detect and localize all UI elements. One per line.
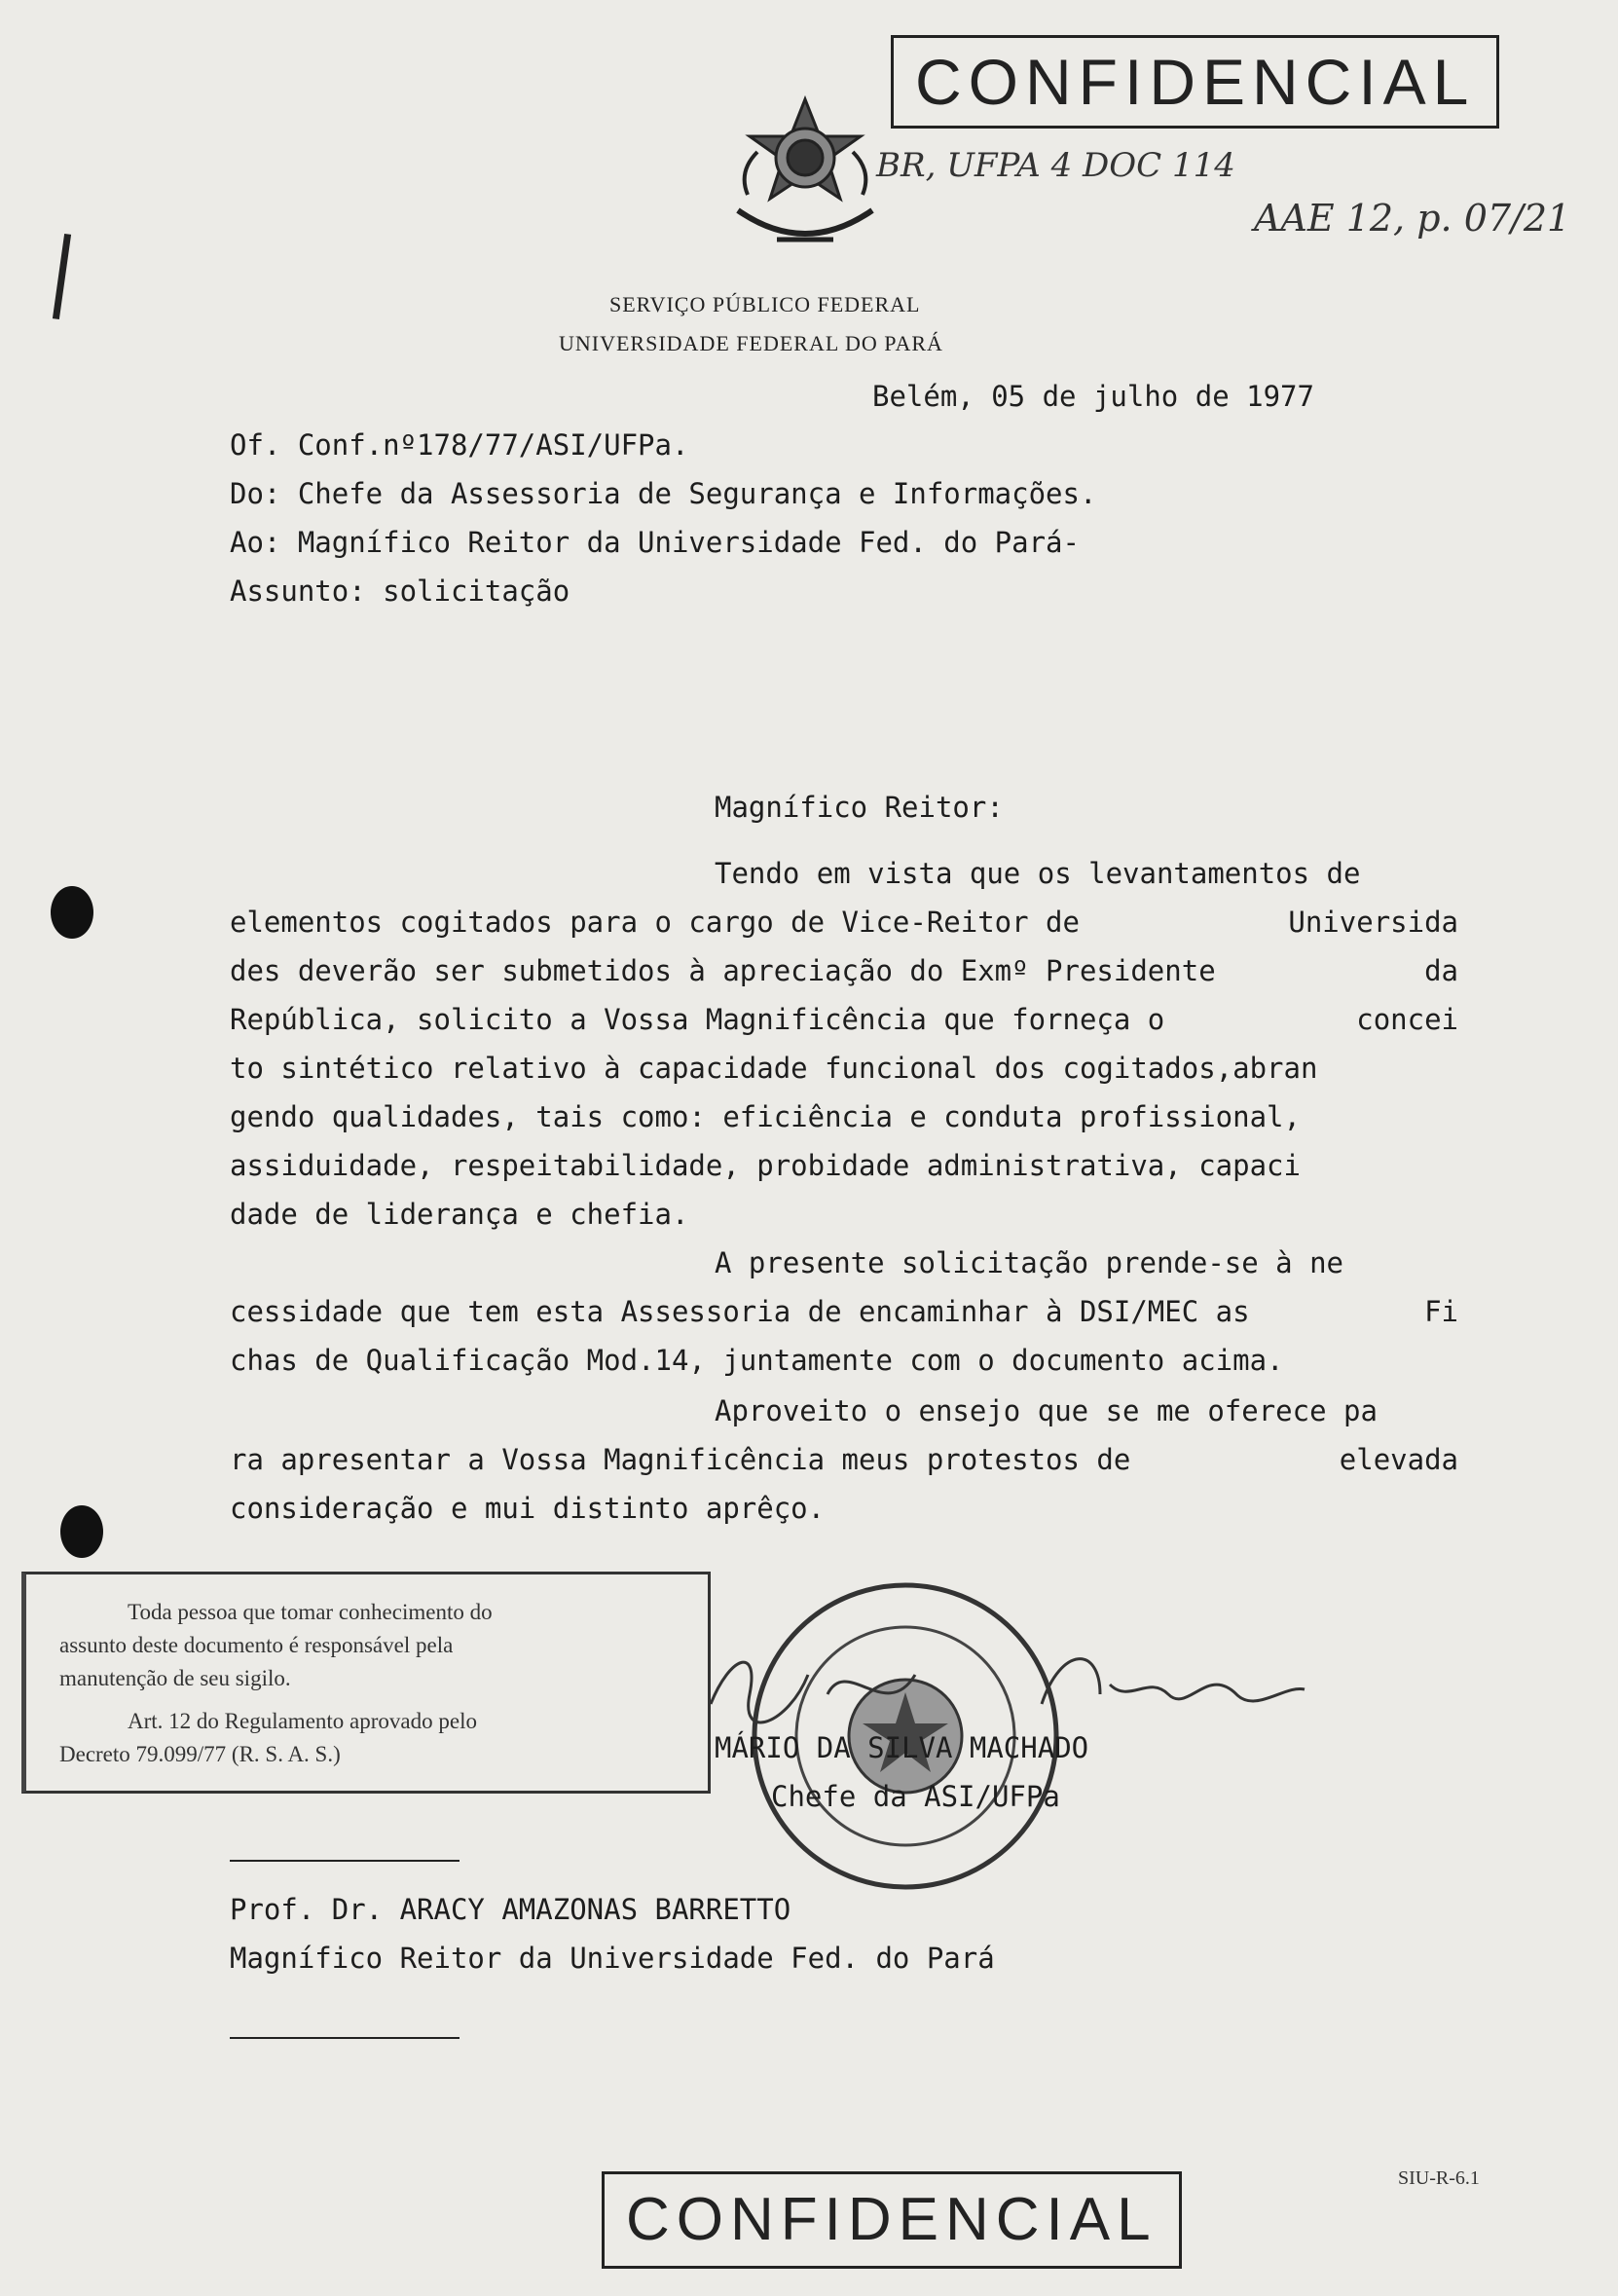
notice-line: Toda pessoa que tomar conhecimento do [128, 1600, 493, 1624]
paragraph-1-first-line: Tendo em vista que os levantamentos de [715, 857, 1361, 890]
archive-reference-note: BR, UFPA 4 DOC 114 [876, 146, 1235, 185]
notice-line: assunto deste documento é responsável pela [59, 1633, 454, 1657]
recipient-rule-top [230, 1860, 460, 1862]
letter-from: Do: Chefe da Assessoria de Segurança e Informações. [230, 477, 1097, 510]
recipient-name: Prof. Dr. ARACY AMAZONAS BARRETTO [230, 1893, 791, 1926]
handwritten-signature [691, 1636, 1314, 1743]
notice-line: Decreto 79.099/77 (R. S. A. S.) [59, 1742, 341, 1766]
letter-date: Belém, 05 de julho de 1977 [872, 380, 1314, 413]
coat-of-arms-icon [718, 93, 892, 253]
recipient-rule-bottom [230, 2037, 460, 2039]
body-line: gendo qualidades, tais como: eficiência e conduta profissional, [230, 1100, 1301, 1133]
confidential-stamp-top: CONFIDENCIAL [891, 35, 1499, 129]
header-university: UNIVERSIDADE FEDERAL DO PARÁ [559, 331, 943, 355]
punch-hole [51, 886, 93, 939]
confidential-stamp-bottom: CONFIDENCIAL [602, 2171, 1182, 2269]
margin-pen-mark [53, 234, 71, 319]
page-reference-note: AAE 12, p. 07/21 [1254, 197, 1571, 240]
header-service: SERVIÇO PÚBLICO FEDERAL [609, 292, 921, 316]
letter-to: Ao: Magnífico Reitor da Universidade Fed. do Pará- [230, 526, 1080, 559]
paragraph-3-first-line: Aproveito o ensejo que se me oferece pa [715, 1394, 1378, 1427]
body-line: cessidade que tem esta Assessoria de encaminhar à DSI/MEC as Fi [230, 1295, 1458, 1328]
letter-subject: Assunto: solicitação [230, 574, 570, 608]
notice-line: manutenção de seu sigilo. [59, 1666, 291, 1690]
confidentiality-notice-box [21, 1572, 711, 1794]
punch-hole [60, 1505, 103, 1558]
notice-line: Art. 12 do Regulamento aprovado pelo [128, 1709, 477, 1733]
letter-reference: Of. Conf.nº178/77/ASI/UFPa. [230, 428, 689, 462]
signatory-title: Chefe da ASI/UFPa [771, 1780, 1060, 1813]
body-line: to sintético relativo à capacidade funcional dos cogitados,abran [230, 1052, 1318, 1085]
signatory-name: MÁRIO DA SILVA MACHADO [715, 1731, 1089, 1764]
body-line: elementos cogitados para o cargo de Vice-Reitor de Universida [230, 906, 1458, 939]
body-line: assiduidade, respeitabilidade, probidade administrativa, capaci [230, 1149, 1301, 1182]
body-line: chas de Qualificação Mod.14, juntamente com o documento acima. [230, 1344, 1284, 1377]
form-code: SIU-R-6.1 [1398, 2167, 1480, 2189]
paragraph-2-first-line: A presente solicitação prende-se à ne [715, 1246, 1344, 1279]
salutation: Magnífico Reitor: [715, 791, 1004, 824]
body-line: dade de liderança e chefia. [230, 1198, 689, 1231]
body-line: ra apresentar a Vossa Magnificência meus protestos de elevada [230, 1443, 1458, 1476]
body-line: des deverão ser submetidos à apreciação do Exmº Presidente da [230, 954, 1458, 987]
body-line: República, solicito a Vossa Magnificência que forneça o concei [230, 1003, 1458, 1036]
body-line: consideração e mui distinto aprêço. [230, 1492, 826, 1525]
recipient-title: Magnífico Reitor da Universidade Fed. do Pará [230, 1942, 995, 1975]
